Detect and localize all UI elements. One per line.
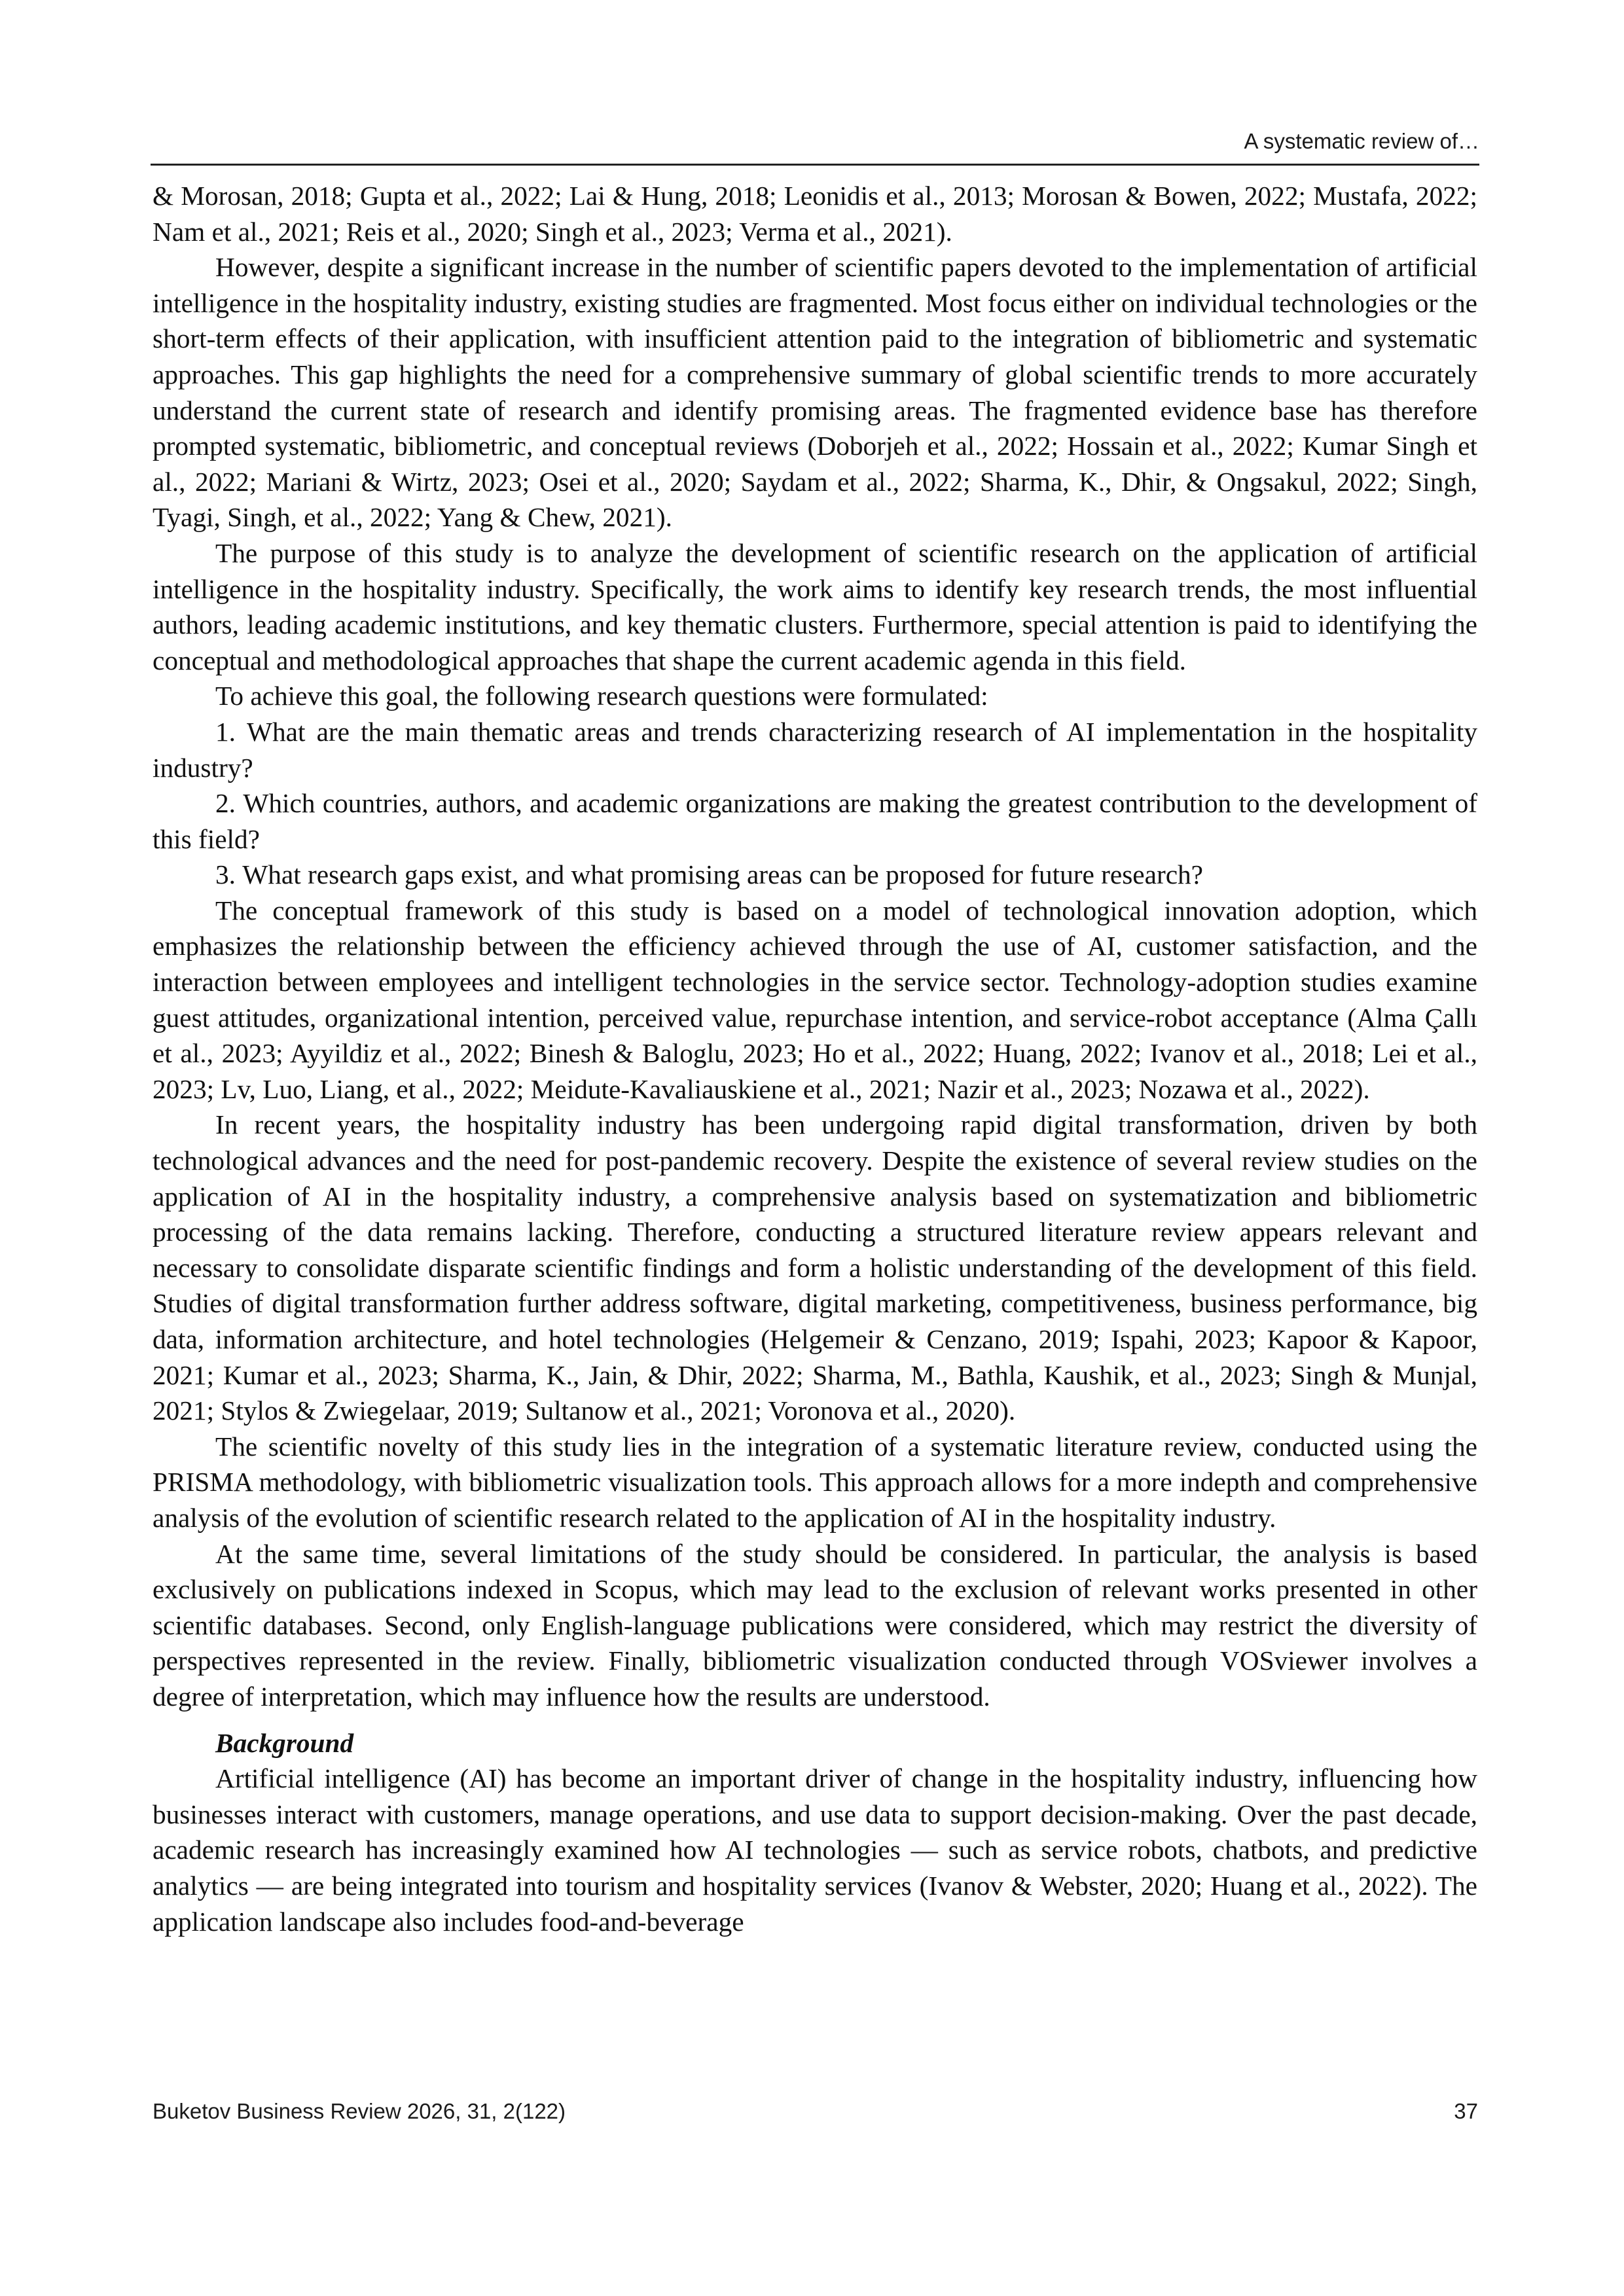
header-rule: [151, 164, 1479, 166]
paragraph-purpose: The purpose of this study is to analyze the development of scientific research on the application of artificial intelligence in the hospitality industry. Specifically, the work aims to identify key research trends, the most influential authors, leading academic institutions, and key thematic clusters. Furthermore, special attention is paid to identifying the conceptual and methodological approaches that shape the current academic agenda in this field.: [153, 537, 1477, 675]
paragraph-digital-transformation: In recent years, the hospitality industry has been undergoing rapid digital transformation, driven by both technological advances and the need for post-pandemic recovery. Despite the existence of several review studies on the application of AI in the hospitality industry, a comprehensive analysis based on systematization and bibliometric processing of the data remains lacking. Therefore, conducting a structured literature review appears relevant and necessary to consolidate disparate scientific findings and form a holistic understanding of the development of this field. Studies of digital transformation further address software, digital marketing, competitiveness, business performance, big data, information architecture, and hotel technologies (Helgemeir & Cenzano, 2019; Ispahi, 2023; Kapoor & Kapoor, 2021; Kumar et al., 2023; Sharma, K., Jain, & Dhir, 2022; Sharma, M., Bathla, Kaushik, et al., 2023; Singh & Munjal, 2021; Stylos & Zwiegelaar, 2019; Sultanow et al., 2021; Voronova et al., 2020).: [153, 1109, 1477, 1426]
paragraph-conceptual-framework: The conceptual framework of this study is based on a model of technological innovation adoption, which emphasizes the relationship between the efficiency achieved through the use of AI, customer satisfaction, and the interaction between employees and intelligent technologies in the service sector. Technology-adoption studies examine guest attitudes, organizational intention, perceived value, repurchase intention, and service-robot acceptance (Alma Çallı et al., 2023; Ayyildiz et al., 2022; Binesh & Baloglu, 2023; Ho et al., 2022; Huang, 2022; Ivanov et al., 2018; Lei et al., 2023; Lv, Luo, Liang, et al., 2022; Meidute-Kavaliauskiene et al., 2021; Nazir et al., 2023; Nozawa et al., 2022).: [153, 895, 1477, 1104]
paragraph-background: Artificial intelligence (AI) has become an important driver of change in the hospitality industry, influencing how businesses interact with customers, manage operations, and use data to support decision-making. Over the past decade, academic research has increasingly examined how AI technologies — such as service robots, chatbots, and predictive analytics — are being integrated into tourism and hospitality services (Ivanov & Webster, 2020; Huang et al., 2022). The application landscape also includes food-and-beverage: [153, 1763, 1477, 1937]
paragraph-continuation: & Morosan, 2018; Gupta et al., 2022; Lai & Hung, 2018; Leonidis et al., 2013; Morosan & Bowen, 2022; Mustafa, 2022; Nam et al., 2021; Reis et al., 2020; Singh et al., 2023; Verma et al., 2021).: [153, 181, 1477, 247]
journal-citation: Buketov Business Review 2026, 31, 2(122): [153, 2099, 566, 2123]
section-heading-background: Background: [215, 1727, 354, 1758]
article-body: [153, 178, 1477, 1939]
running-title: A systematic review of…: [1244, 129, 1479, 153]
paragraph-research-gap: However, despite a significant increase in the number of scientific papers devoted to the implementation of artificial intelligence in the hospitality industry, existing studies are fragmented. Most focus either on individual technologies or the short-term effects of their application, with insufficient attention paid to the integration of bibliometric and systematic approaches. This gap highlights the need for a comprehensive summary of global scientific trends to more accurately understand the current state of research and identify promising areas. The fragmented evidence base has therefore prompted systematic, bibliometric, and conceptual reviews (Doborjeh et al., 2022; Hossain et al., 2022; Kumar Singh et al., 2022; Mariani & Wirtz, 2023; Osei et al., 2020; Saydam et al., 2022; Sharma, K., Dhir, & Ongsakul, 2022; Singh, Tyagi, Singh, et al., 2022; Yang & Chew, 2021).: [153, 252, 1477, 533]
paragraph-limitations: At the same time, several limitations of the study should be considered. In particular, the analysis is based exclusively on publications indexed in Scopus, which may lead to the exclusion of relevant works presented in other scientific databases. Second, only English-language publications were considered, which may restrict the diversity of perspectives represented in the review. Finally, bibliometric visualization conducted through VOSviewer involves a degree of interpretation, which may influence how the results are understood.: [153, 1538, 1477, 1712]
paragraph-questions-intro: To achieve this goal, the following research questions were formulated:: [215, 681, 988, 711]
research-question-2: 2. Which countries, authors, and academic organizations are making the greatest contribution to the development of this field?: [153, 788, 1477, 854]
paragraph-novelty: The scientific novelty of this study lies in the integration of a systematic literature review, conducted using the PRISMA methodology, with bibliometric visualization tools. This approach allows for a more indepth and comprehensive analysis of the evolution of scientific research related to the application of AI in the hospitality industry.: [153, 1431, 1477, 1533]
page-number: 37: [1454, 2099, 1478, 2123]
research-question-3: 3. What research gaps exist, and what promising areas can be proposed for future research?: [215, 859, 1204, 890]
research-question-1: 1. What are the main thematic areas and trends characterizing research of AI implementation in the hospitality industry?: [153, 716, 1477, 783]
